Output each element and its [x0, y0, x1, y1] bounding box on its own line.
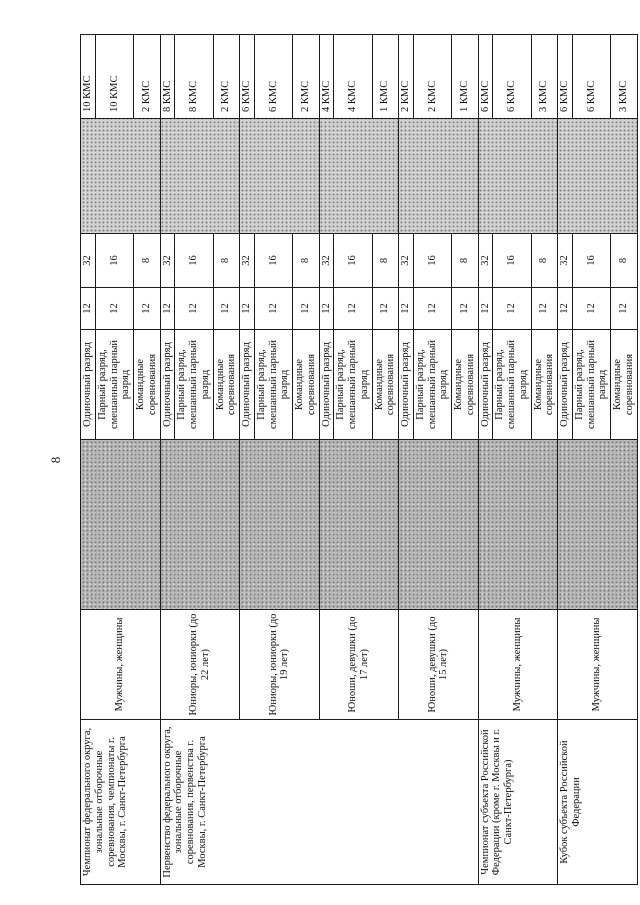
discipline-cell: Командные соревнования: [213, 330, 240, 440]
rank-cell: 2 КМС: [213, 35, 240, 119]
shaded-cell: [478, 440, 558, 610]
rank-cell: 4 КМС: [319, 35, 334, 119]
rank-cell: 10 КМС: [81, 35, 96, 119]
age-cell: 12: [81, 288, 96, 330]
shaded-cell: [399, 440, 479, 610]
places-cell: 32: [478, 234, 493, 288]
discipline-cell: Парный разряд, смешанный парный разряд: [413, 330, 451, 440]
age-group-cell: Юноши, девушки (до 15 лет): [399, 610, 479, 720]
places-cell: 32: [319, 234, 334, 288]
places-cell: 8: [134, 234, 161, 288]
rank-cell: 2 КМС: [399, 35, 414, 119]
places-cell: 16: [413, 234, 451, 288]
discipline-cell: Командные соревнования: [372, 330, 399, 440]
shaded-cell: [160, 119, 240, 234]
age-cell: 12: [213, 288, 240, 330]
age-cell: 12: [293, 288, 320, 330]
places-cell: 32: [160, 234, 175, 288]
rank-cell: 2 КМС: [413, 35, 451, 119]
shaded-cell: [240, 440, 320, 610]
discipline-cell: Одиночный разряд: [399, 330, 414, 440]
discipline-cell: Командные соревнования: [531, 330, 558, 440]
shaded-cell: [478, 119, 558, 234]
shaded-cell: [160, 440, 240, 610]
age-cell: 12: [413, 288, 451, 330]
shaded-cell: [558, 119, 638, 234]
places-cell: 16: [254, 234, 292, 288]
competition-title-cell: Чемпионат субъекта Российской Федерации (кроме г. Москвы и г. Санкт-Петербурга): [478, 720, 558, 885]
places-cell: 16: [95, 234, 133, 288]
shaded-cell: [319, 440, 399, 610]
age-cell: 12: [240, 288, 255, 330]
age-group-cell: Мужчины, женщины: [558, 610, 638, 720]
places-cell: 8: [293, 234, 320, 288]
age-cell: 12: [95, 288, 133, 330]
places-cell: 8: [452, 234, 479, 288]
age-cell: 12: [372, 288, 399, 330]
age-cell: 12: [452, 288, 479, 330]
rank-cell: 6 КМС: [493, 35, 531, 119]
table-row: [160, 35, 175, 885]
age-group-cell: Юниоры, юниорки (до 22 лет): [160, 610, 240, 720]
places-cell: 8: [213, 234, 240, 288]
age-group-cell: Мужчины, женщины: [81, 610, 161, 720]
rating-table: [80, 34, 638, 885]
rank-cell: 10 КМС: [95, 35, 133, 119]
rank-cell: 1 КМС: [452, 35, 479, 119]
age-cell: 12: [175, 288, 213, 330]
rank-cell: 6 КМС: [558, 35, 573, 119]
age-cell: 12: [478, 288, 493, 330]
places-cell: 32: [240, 234, 255, 288]
age-cell: 12: [558, 288, 573, 330]
discipline-cell: Парный разряд, смешанный парный разряд: [254, 330, 292, 440]
discipline-cell: Одиночный разряд: [319, 330, 334, 440]
discipline-cell: Одиночный разряд: [558, 330, 573, 440]
shaded-cell: [558, 440, 638, 610]
discipline-cell: Командные соревнования: [134, 330, 161, 440]
rank-cell: 1 КМС: [372, 35, 399, 119]
shaded-cell: [319, 119, 399, 234]
age-group-cell: Юноши, девушки (до 17 лет): [319, 610, 399, 720]
places-cell: 32: [399, 234, 414, 288]
rank-cell: 6 КМС: [572, 35, 610, 119]
rank-cell: 3 КМС: [531, 35, 558, 119]
shaded-cell: [81, 440, 161, 610]
shaded-cell: [240, 119, 320, 234]
page-number: 8: [48, 456, 63, 464]
places-cell: 8: [531, 234, 558, 288]
age-cell: 12: [399, 288, 414, 330]
table-row: [478, 35, 493, 885]
discipline-cell: Командные соревнования: [452, 330, 479, 440]
competition-title-cell: Первенство федерального округа, зональные отборочные соревнования, первенства г. Москвы, г. Санкт-Петербурга: [160, 720, 478, 885]
age-cell: 12: [531, 288, 558, 330]
age-cell: 12: [134, 288, 161, 330]
places-cell: 32: [558, 234, 573, 288]
age-cell: 12: [611, 288, 638, 330]
discipline-cell: Одиночный разряд: [478, 330, 493, 440]
discipline-cell: Командные соревнования: [611, 330, 638, 440]
table-body: [81, 35, 638, 885]
age-cell: 12: [572, 288, 610, 330]
rotated-table-wrapper: [80, 35, 635, 885]
rank-cell: 2 КМС: [134, 35, 161, 119]
places-cell: 32: [81, 234, 96, 288]
shaded-cell: [81, 119, 161, 234]
places-cell: 16: [334, 234, 372, 288]
places-cell: 8: [372, 234, 399, 288]
discipline-cell: Командные соревнования: [293, 330, 320, 440]
rank-cell: 6 КМС: [478, 35, 493, 119]
discipline-cell: Парный разряд, смешанный парный разряд: [493, 330, 531, 440]
age-cell: 12: [160, 288, 175, 330]
table-row: [558, 35, 573, 885]
rank-cell: 6 КМС: [240, 35, 255, 119]
discipline-cell: Парный разряд, смешанный парный разряд: [95, 330, 133, 440]
competition-title-cell: Кубок субъекта Российской Федерации: [558, 720, 638, 885]
age-cell: 12: [493, 288, 531, 330]
rank-cell: 3 КМС: [611, 35, 638, 119]
age-cell: 12: [319, 288, 334, 330]
rank-cell: 4 КМС: [334, 35, 372, 119]
discipline-cell: Парный разряд, смешанный парный разряд: [572, 330, 610, 440]
shaded-cell: [399, 119, 479, 234]
age-cell: 12: [334, 288, 372, 330]
table-row: [81, 35, 96, 885]
places-cell: 16: [493, 234, 531, 288]
age-group-cell: Мужчины, женщины: [478, 610, 558, 720]
rank-cell: 6 КМС: [254, 35, 292, 119]
discipline-cell: Одиночный разряд: [240, 330, 255, 440]
places-cell: 16: [572, 234, 610, 288]
discipline-cell: Парный разряд, смешанный парный разряд: [175, 330, 213, 440]
discipline-cell: Одиночный разряд: [160, 330, 175, 440]
age-group-cell: Юниоры, юниорки (до 19 лет): [240, 610, 320, 720]
rank-cell: 2 КМС: [293, 35, 320, 119]
rank-cell: 8 КМС: [160, 35, 175, 119]
places-cell: 8: [611, 234, 638, 288]
age-cell: 12: [254, 288, 292, 330]
discipline-cell: Парный разряд, смешанный парный разряд: [334, 330, 372, 440]
competition-title-cell: Чемпионат федерального округа, зональные отборочные соревнования, чемпионаты г. Москвы, г. Санкт-Петербурга: [81, 720, 161, 885]
rank-cell: 8 КМС: [175, 35, 213, 119]
discipline-cell: Одиночный разряд: [81, 330, 96, 440]
places-cell: 16: [175, 234, 213, 288]
